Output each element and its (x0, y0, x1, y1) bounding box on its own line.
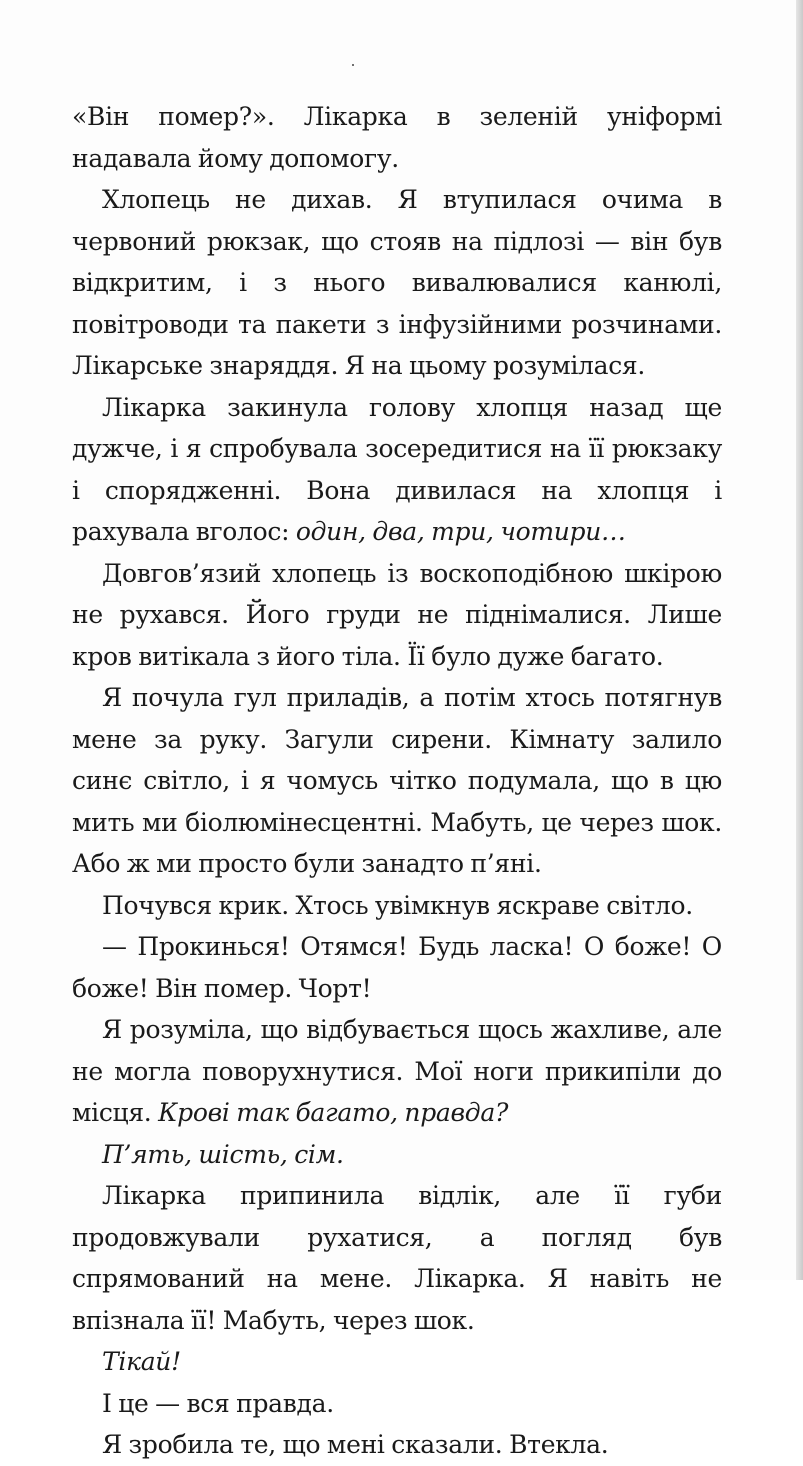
print-speck (352, 64, 354, 66)
text-run: Довгов’язий хлопець із воскоподібною шкірою не рухався. Його груди не піднімалися. Лише кров витікала з його тіла. Її було дуже багато. (72, 558, 722, 671)
italic-text: Тікай! (102, 1347, 181, 1376)
text-run: Я розуміла, що відбувається щось жахливе, але не могла поворухнутися. Мої ноги прикипіли до місця. (72, 1015, 722, 1127)
paragraph-5 (72, 885, 722, 927)
paragraph-4 (72, 677, 722, 885)
paragraph-1 (72, 179, 722, 387)
paragraph-8 (72, 1134, 722, 1176)
text-run: Хлопець не дихав. Я втупилася очима в червоний рюкзак, що стояв на підлозі — він був відкритим, і з нього вивалювалися канюлі, повітроводи та пакети з інфузійними розчинами. Лікарське знаряддя. Я на цьому розумілася. (72, 185, 722, 380)
italic-text: П’ять, шість, сім. (102, 1139, 344, 1169)
paragraph-9 (72, 1175, 722, 1341)
text-run: Я зробила те, що мені сказали. Втекла. (102, 1430, 609, 1459)
paragraph-10 (72, 1341, 722, 1383)
text-run: «Він помер?». Лікарка в зеленій уніформі надавала йому допомогу. (72, 102, 722, 173)
paragraph-12 (72, 1424, 722, 1466)
paragraph-6 (72, 926, 722, 1009)
text-run: І це — вся правда. (102, 1388, 334, 1418)
text-run: Лікарка припинила відлік, але її губи продовжували рухатися, а погляд був спрямований на мене. Лікарка. Я навіть не впізнала її! Мабуть, через шок. (72, 1181, 722, 1335)
text-run: Я почула гул приладів, а потім хтось потягнув мене за руку. Загули сирени. Кімнату залило синє світло, і я чомусь чітко подумала, що в цю мить ми біолюмінесцентні. Мабуть, це через шок. Або ж ми просто були занадто п’яні. (72, 683, 722, 878)
paragraph-7 (72, 1009, 722, 1134)
body-text (72, 96, 722, 1466)
paragraph-11 (72, 1383, 722, 1425)
paragraph-3 (72, 553, 722, 678)
paragraph-2 (72, 387, 722, 553)
text-run: Лікарка закинула голову хлопця назад ще дужче, і я спробувала зосередитися на її рюкзаку і спорядженні. Вона дивилася на хлопця і рахувала вголос: (72, 392, 722, 546)
page-edge-shadow (796, 0, 803, 1280)
paragraph-0 (72, 96, 722, 179)
italic-text: Крові так багато, правда? (158, 1098, 509, 1127)
text-run: — Прокинься! Отямся! Будь ласка! О боже! О боже! Він помер. Чорт! (72, 932, 722, 1003)
text-run: Почувся крик. Хтось увімкнув яскраве світло. (102, 890, 693, 920)
italic-text: один, два, три, чотири… (295, 517, 626, 546)
